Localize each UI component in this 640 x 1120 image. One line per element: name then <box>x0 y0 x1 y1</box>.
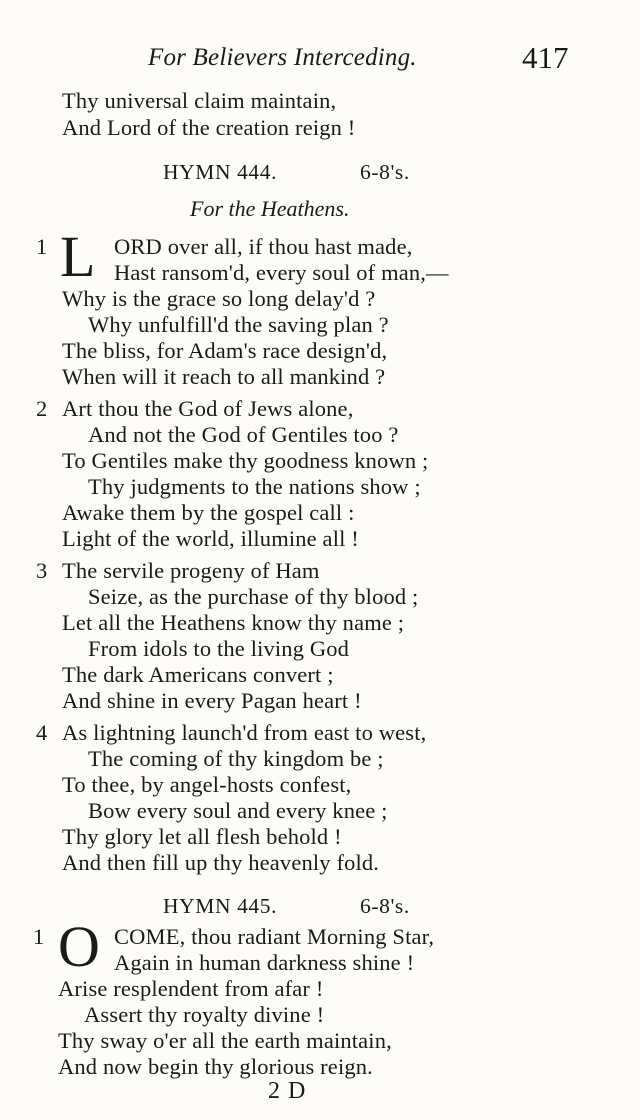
running-title: For Believers Interceding. <box>148 44 417 71</box>
verse-line: Light of the world, illumine all ! <box>62 526 359 551</box>
verse-line: The bliss, for Adam's race design'd, <box>62 338 388 363</box>
verse-line: COME, thou radiant Morning Star, <box>114 924 435 949</box>
hymn-444-heading: HYMN 444. <box>163 160 278 184</box>
verse-line: Thy glory let all flesh behold ! <box>62 824 342 849</box>
verse-line: To thee, by angel-hosts confest, <box>62 772 352 797</box>
verse-line: And shine in every Pagan heart ! <box>62 688 362 713</box>
verse-line: Why unfulfill'd the saving plan ? <box>88 312 389 337</box>
verse-line: Arise resplendent from afar ! <box>58 976 324 1001</box>
verse-line: Let all the Heathens know thy name ; <box>62 610 405 635</box>
verse-line: Awake them by the gospel call : <box>62 500 355 525</box>
verse-line: And Lord of the creation reign ! <box>62 115 356 140</box>
hymn-444-meter: 6-8's. <box>360 160 410 184</box>
verse-line: Again in human darkness shine ! <box>114 950 415 975</box>
verse-line: And then fill up thy heavenly fold. <box>62 850 380 875</box>
verse-line: Thy judgments to the nations show ; <box>88 474 421 499</box>
verse-line: The dark Americans convert ; <box>62 662 334 687</box>
verse-line: ORD over all, if thou hast made, <box>114 234 413 259</box>
verse-line: Thy universal claim maintain, <box>62 88 337 113</box>
stanza-number: 2 <box>36 396 48 421</box>
stanza-number: 1 <box>33 924 45 949</box>
stanza-number: 1 <box>36 234 48 259</box>
drop-cap: O <box>58 914 100 979</box>
running-head <box>0 40 640 76</box>
verse-line: Thy sway o'er all the earth maintain, <box>58 1028 392 1053</box>
hymn-445-heading: HYMN 445. <box>163 894 278 918</box>
stanza-number: 3 <box>36 558 48 583</box>
page-number: 417 <box>522 40 569 75</box>
verse-line: When will it reach to all mankind ? <box>62 364 386 389</box>
verse-line: The servile progeny of Ham <box>62 558 320 583</box>
hymn-444-title: For the Heathens. <box>190 196 350 221</box>
verse-line: As lightning launch'd from east to west, <box>62 720 427 745</box>
verse-line: Bow every soul and every knee ; <box>88 798 388 823</box>
verse-line: Hast ransom'd, every soul of man,— <box>114 260 449 285</box>
stanza-number: 4 <box>36 720 48 745</box>
hymn-445-meter: 6-8's. <box>360 894 410 918</box>
verse-line: Why is the grace so long delay'd ? <box>62 286 376 311</box>
verse-line: To Gentiles make thy goodness known ; <box>62 448 429 473</box>
verse-line: And now begin thy glorious reign. <box>58 1054 373 1079</box>
verse-line: From idols to the living God <box>88 636 350 661</box>
verse-line: And not the God of Gentiles too ? <box>88 422 399 447</box>
verse-line: Seize, as the purchase of thy blood ; <box>88 584 419 609</box>
verse-line: Assert thy royalty divine ! <box>84 1002 325 1027</box>
signature-mark: 2 D <box>268 1078 307 1104</box>
drop-cap: L <box>60 224 96 289</box>
verse-line: Art thou the God of Jews alone, <box>62 396 354 421</box>
verse-line: The coming of thy kingdom be ; <box>88 746 384 771</box>
